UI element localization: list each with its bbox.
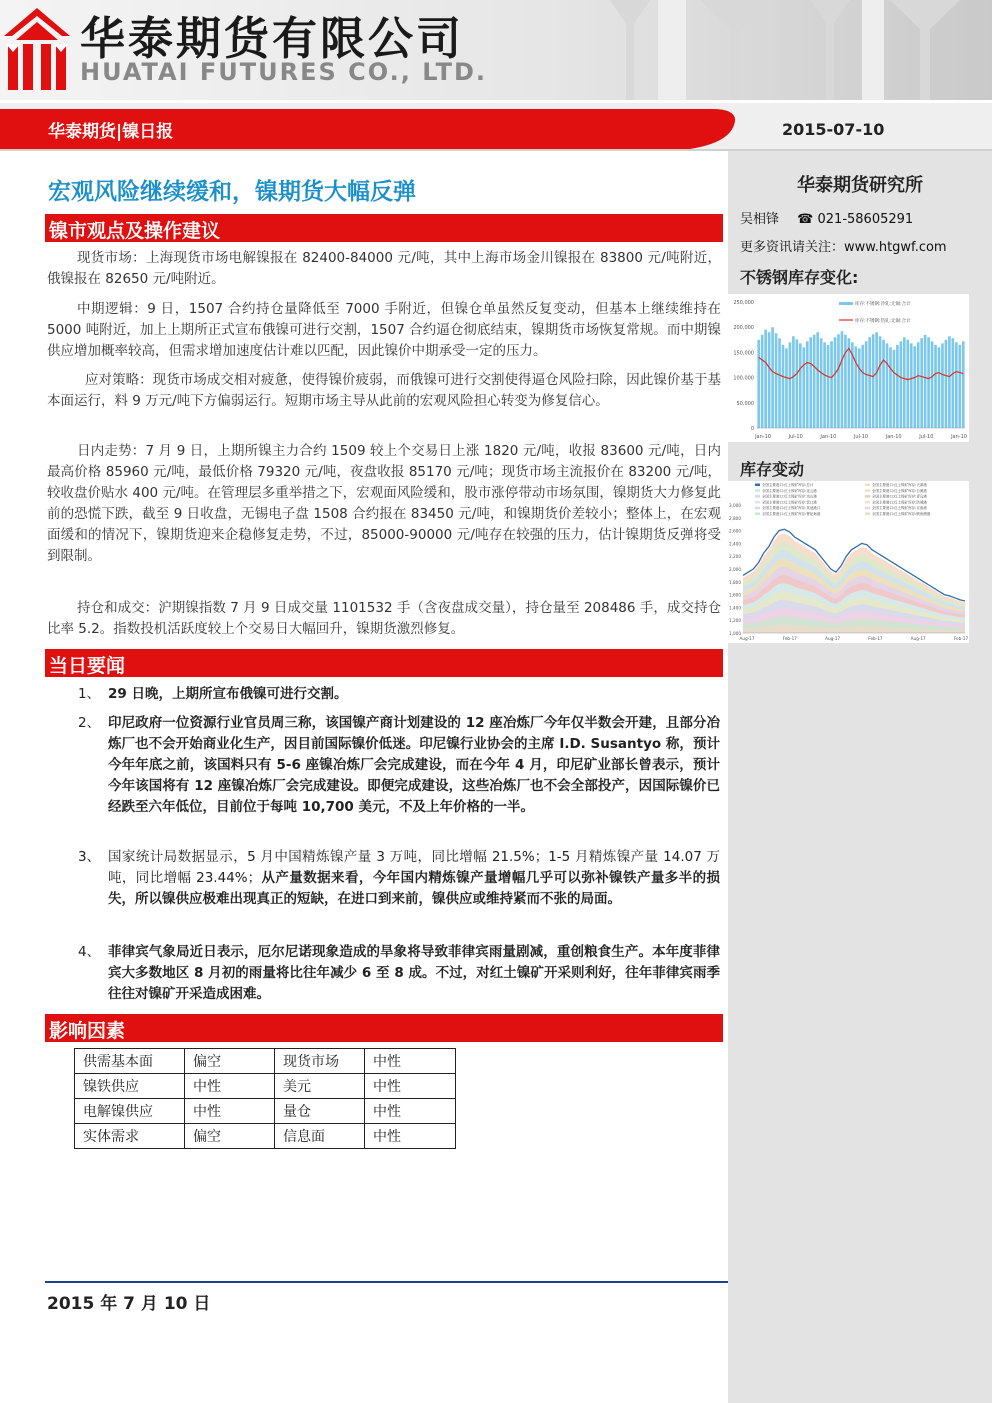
news-item: [78, 713, 722, 839]
bar-mark: [958, 345, 961, 428]
bar-mark: [896, 345, 899, 428]
bar-mark: [841, 331, 844, 428]
news-text: [108, 847, 720, 910]
bar-mark: [927, 337, 930, 428]
factor-value: 中性: [365, 1049, 456, 1074]
more-info-link[interactable]: 更多资讯请关注：www.htgwf.com: [740, 240, 947, 255]
bar-mark: [865, 341, 868, 428]
footer-divider: [45, 1281, 728, 1283]
legend-swatch: [865, 484, 870, 487]
news-text: 29 日晚，上期所宣布俄镍可进行交割。: [108, 686, 348, 702]
section-header-factors: [45, 1014, 723, 1042]
x-tick-label: Jul-10: [788, 434, 803, 440]
section-title: 影响因素: [49, 1020, 126, 1042]
company-name-cn: 华泰期货有限公司: [80, 12, 465, 65]
factor-value: 中性: [365, 1099, 456, 1124]
legend-label: 全国主要港口:红土镍矿库存:鲅鱼圈港: [872, 512, 931, 516]
bar-mark: [879, 336, 882, 428]
telephone-icon: ☎: [797, 212, 814, 227]
legend-swatch: [755, 501, 760, 504]
y-tick-label: 2,200: [729, 554, 741, 560]
legend-label: 全国主要港口:红土镍矿库存:曹妃甸港: [762, 512, 821, 516]
paragraph-intraday: 日内走势：7 月 9 日，上期所镍主力合约 1509 较上个交易日上涨 1820 元/吨，收报 83600 元/吨，日内最高价格 85960 元/吨，最低价格 79320 元/吨，夜盘收报 85170 元/吨；现货市场主流报价在 83200 元/吨，较收盘价贴水 400 元/吨。在管理层多重举措之下，宏观面风险缓和，股市涨停带动市场氛围，镍期货大力修复此前的恐慌下跌，截至 9 日收盘，无锡电子盘 1508 合约报在 83450 元/吨，和镍期货价差较小；整体上，在宏观面缓和的情况下，镍期货迎来企稳修复走势，不过，85000-90000 元/吨存在较强的压力，估计镍期货反弹将受到限制。: [47, 443, 721, 564]
bar-mark: [830, 341, 833, 428]
bar-mark: [792, 336, 795, 428]
x-tick-label: Aug-17: [739, 636, 755, 641]
legend-swatch: [865, 507, 870, 510]
factors-table: [74, 1048, 456, 1149]
bar-mark: [900, 341, 903, 428]
bar-mark: [917, 342, 920, 428]
news-item: [78, 684, 722, 705]
bar-mark: [834, 337, 837, 428]
bar-mark: [941, 343, 944, 428]
section-header-views: [45, 214, 723, 242]
nickel-ore-inventory-chart-svg: [727, 481, 969, 643]
legend-label: 全国主要港口:红土镍矿库存:总计: [762, 483, 814, 487]
factor-value: 中性: [185, 1074, 275, 1099]
factor-name: 镍铁供应: [75, 1074, 185, 1099]
y-tick-label: 150,000: [733, 350, 754, 357]
factor-name: 信息面: [275, 1124, 365, 1149]
bar-mark: [813, 335, 816, 428]
bar-mark: [848, 338, 851, 428]
stainless-inventory-chart: [727, 294, 969, 442]
bar-mark: [920, 338, 923, 428]
legend-swatch-bar: [839, 302, 853, 305]
bar-mark: [924, 335, 927, 428]
bar-mark: [789, 342, 792, 428]
y-tick-label: 200,000: [733, 325, 754, 332]
paragraph-mid-term-logic: 中期逻辑：9 日，1507 合约持仓量降低至 7000 手附近，但镍仓单虽然反复变动，但基本上继续维持在 5000 吨附近，加上上期所正式宣布俄镍可进行交割，1507 合约逼仓彻底结束，镍期货市场恢复常规。而中期镍供应增加概率较高，但需求增加速度估计难以匹配，因此镍价中期承受一定的压力。: [47, 301, 721, 359]
legend-label: 全国主要港口:红土镍矿库存:日照港: [872, 488, 927, 493]
table-row: [75, 1124, 456, 1149]
legend-label: 全国主要港口:红土镍矿库存:营口港: [762, 500, 817, 505]
bar-mark: [931, 341, 934, 428]
bar-mark: [913, 346, 916, 428]
bar-mark: [764, 330, 767, 428]
y-tick-label: 0: [750, 426, 754, 432]
news-number: 3、: [78, 849, 101, 865]
y-tick-label: 1,400: [729, 605, 741, 611]
bar-mark: [820, 338, 823, 428]
bar-mark: [757, 340, 760, 428]
decorative-background-graphic: [600, 0, 992, 100]
x-tick-label: Feb-17: [782, 636, 797, 641]
news-text: 菲律宾气象局近日表示，厄尔尼诺现象造成的旱象将导致菲律宾雨量剧减，重创粮食生产。本年度菲律宾大多数地区 8 月初的雨量将比往年减少 6 至 8 成。不过，对红土镍矿开采则利好，往年菲律宾雨季往往对镍矿开采造成困难。: [108, 944, 720, 1002]
legend-label: 全国主要港口:红土镍矿库存:岚山港: [762, 494, 817, 499]
factor-value: 中性: [365, 1074, 456, 1099]
y-tick-label: 3,000: [729, 503, 741, 508]
analyst-phone: 021-58605291: [817, 212, 914, 227]
x-tick-label: Jan-10: [755, 434, 771, 440]
bar-mark: [903, 337, 906, 428]
factor-name: 现货市场: [275, 1049, 365, 1074]
table-row: [75, 1049, 456, 1074]
institute-name: 华泰期货研究所: [797, 175, 923, 196]
y-tick-label: 50,000: [736, 400, 754, 407]
news-text-plain: 国家统计局数据显示，5 月中国精炼镍产量 3 万吨，同比增幅 21.5%；1-5 月精炼镍产量 14.07 万吨，同比增幅 23.44%；: [108, 849, 720, 886]
bar-mark: [827, 345, 830, 428]
bar-mark: [802, 347, 805, 428]
section-title: 镍市观点及操作建议: [49, 220, 221, 242]
x-tick-label: Aug-17: [910, 636, 926, 641]
page-header: [0, 0, 992, 100]
factor-value: 偏空: [185, 1124, 275, 1149]
factor-name: 电解镍供应: [75, 1099, 185, 1124]
x-tick-label: Jul-10: [853, 434, 869, 440]
legend-label: 全国主要港口:红土镍矿库存:连云港: [762, 488, 817, 493]
bar-mark: [882, 340, 885, 428]
table-row: [75, 1099, 456, 1124]
y-tick-label: 1,600: [729, 592, 741, 598]
legend-label: 全国主要港口:红土镍矿库存:京唐港: [872, 506, 927, 511]
legend-label: 全国主要港口:红土镍矿库存:天津港: [872, 483, 927, 487]
factor-value: 中性: [185, 1099, 275, 1124]
y-tick-label: 2,000: [729, 567, 741, 572]
bar-mark: [906, 340, 909, 428]
bar-mark: [872, 334, 875, 428]
analyst-contact: [740, 208, 913, 227]
bar-mark: [934, 345, 937, 428]
legend-label: 全国主要港口:红土镍矿库存:其他港口: [762, 506, 821, 511]
bar-mark: [837, 334, 840, 428]
news-number: 2、: [78, 715, 101, 731]
legend-swatch: [865, 489, 870, 492]
bar-mark: [823, 342, 826, 428]
bar-mark: [858, 348, 861, 428]
y-tick-label: 1,800: [729, 579, 741, 585]
news-item: [78, 847, 722, 910]
legend-swatch: [755, 495, 760, 498]
y-tick-label: 100,000: [733, 375, 754, 382]
company-name-en: HUATAI FUTURES CO., LTD.: [80, 58, 487, 86]
stainless-inventory-chart-svg: [727, 294, 969, 442]
news-number: 1、: [78, 686, 101, 702]
bar-mark: [893, 350, 896, 428]
bar-mark: [785, 348, 788, 428]
factor-name: 量仓: [275, 1099, 365, 1124]
legend-swatch: [755, 513, 760, 516]
y-tick-label: 1,200: [729, 618, 741, 624]
bar-mark: [761, 335, 764, 428]
x-tick-label: Jan-10: [951, 434, 967, 440]
y-tick-label: 2,400: [729, 541, 741, 547]
factor-name: 实体需求: [75, 1124, 185, 1149]
news-item: [78, 942, 722, 1005]
x-tick-label: Feb-17: [953, 636, 969, 641]
bar-mark: [945, 340, 948, 428]
bar-mark: [952, 338, 955, 428]
inventory-change-chart-title: 库存变动: [740, 460, 805, 479]
bar-mark: [868, 337, 871, 428]
analyst-name: 吴相锋: [740, 212, 780, 227]
legend-label: 全国主要港口:红土镍矿库存:防城港: [872, 500, 927, 505]
bar-mark: [778, 338, 781, 428]
bar-mark: [854, 346, 857, 428]
legend-swatch: [755, 484, 760, 487]
table-row: [75, 1074, 456, 1099]
legend-swatch: [755, 507, 760, 510]
page-title: 宏观风险继续缓和，镍期货大幅反弹: [48, 179, 416, 205]
report-title: 华泰期货|镍日报: [48, 122, 174, 142]
bar-mark: [816, 332, 819, 428]
bar-mark: [889, 347, 892, 428]
news-number: 4、: [78, 944, 101, 960]
paragraph-positions: 持仓和成交：沪期镍指数 7 月 9 日成交量 1101532 手（含夜盘成交量），持仓量至 208486 手，成交持仓比率 5.2。指数投机活跃度较上个交易日大幅回升，镍期货激烈修复。: [47, 600, 721, 637]
x-tick-label: Jan-10: [820, 434, 837, 440]
bar-mark: [771, 327, 774, 428]
bar-mark: [844, 335, 847, 428]
legend-swatch: [755, 489, 760, 492]
stainless-inventory-chart-title: 不锈钢库存变化:: [740, 268, 859, 287]
bar-mark: [948, 336, 951, 428]
nickel-ore-inventory-chart: [727, 481, 969, 643]
bar-mark: [775, 333, 778, 428]
x-tick-label: Jan-10: [885, 434, 902, 440]
paragraph-spot-market: 现货市场：上海现货市场电解镍报在 82400-84000 元/吨，其中上海市场金川镍报在 83800 元/吨附近，俄镍报在 82650 元/吨附近。: [47, 250, 721, 287]
factor-name: 美元: [275, 1074, 365, 1099]
x-tick-label: Jul-10: [919, 434, 934, 440]
legend-swatch: [865, 501, 870, 504]
huatai-logo: [2, 6, 72, 92]
legend-label: 库存:不锈钢:热轧:无锡:合计: [855, 319, 911, 324]
bar-mark: [886, 343, 889, 428]
bar-mark: [809, 337, 812, 428]
legend-swatch: [865, 513, 870, 516]
y-tick-label: 2,600: [729, 528, 741, 534]
footer-date: 2015 年 7 月 10 日: [47, 1294, 211, 1314]
paragraph-strategy: 应对策略：现货市场成交相对疲惫，使得镍价疲弱，而俄镍可进行交割使得逼仓风险扫除，因此镍价基于基本面运行，料 9 万元/吨下方偏弱运行。短期市场主导从此前的宏观风险担心转变为修复信心。: [47, 372, 721, 409]
factor-value: 偏空: [185, 1049, 275, 1074]
bar-mark: [910, 343, 913, 428]
bar-mark: [806, 341, 809, 428]
legend-swatch: [865, 495, 870, 498]
bar-mark: [768, 332, 771, 428]
factor-name: 供需基本面: [75, 1049, 185, 1074]
x-tick-label: Aug-17: [825, 636, 841, 641]
y-tick-label: 1,000: [729, 631, 741, 636]
bar-mark: [955, 342, 958, 428]
section-title: 当日要闻: [49, 655, 126, 677]
x-tick-label: Feb-17: [868, 636, 883, 641]
bar-mark: [782, 345, 785, 428]
y-tick-label: 250,000: [733, 300, 754, 306]
bar-mark: [861, 345, 864, 428]
bar-mark: [962, 341, 965, 428]
section-header-news: [45, 649, 723, 677]
legend-label: 全国主要港口:红土镍矿库存:青岛港: [872, 494, 927, 499]
bar-mark: [875, 332, 878, 428]
bar-mark: [799, 343, 802, 428]
news-text: 印尼政府一位资源行业官员周三称，该国镍产商计划建设的 12 座冶炼厂今年仅半数会开建，且部分冶炼厂也不会开始商业化生产，因目前国际镍价低迷。印尼镍行业协会的主席 I.D. Susantyo 称，预计今年年底之前，该国料只有 5-6 座镍冶炼厂会完成建设，而在今年 4 月，印尼矿业部长曾表示，预计今年该国将有 12 座镍冶炼厂会完成建设。即便完成建设，这些冶炼厂也不会全部投产，因国际镍价已经跌至六年低位，目前位于每吨 10,700 美元，不及上年价格的一半。: [108, 715, 720, 815]
bar-mark: [938, 347, 941, 428]
y-tick-label: 2,800: [729, 515, 741, 521]
report-date: 2015-07-10: [782, 120, 885, 139]
news-text-bold: 从产量数据来看，今年国内精炼镍产量增幅几乎可以弥补镍铁产量多半的损失，所以镍供应极难出现真正的短缺，在进口到来前，镍供应或维持紧而不张的局面。: [108, 870, 720, 907]
legend-label: 库存:不锈钢:冷轧:无锡:合计: [855, 302, 911, 307]
factor-value: 中性: [365, 1124, 456, 1149]
bar-mark: [796, 339, 799, 428]
